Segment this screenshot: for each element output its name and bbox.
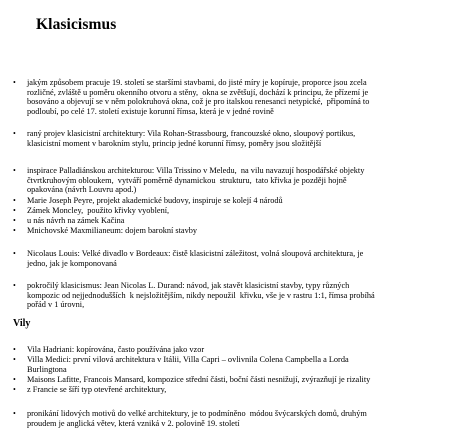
list-item-text: inspirace Palladiánskou architekturou: Villa Trissino v Meledu, na vilu navazují hospodářské objekty čtvrtkruhovým obloukem, vytváří poměrně dynamickou strukturu, tato křivka je později hojně opakována (návrh Louvru apod.) <box>27 166 365 195</box>
list-item <box>13 78 458 116</box>
bullet-icon: • <box>13 129 16 138</box>
bullet-icon: • <box>13 78 16 87</box>
list-item-text: Nicolaus Louis: Velké divadlo v Bordeaux: čistě klasicistní záležitost, volná sloupová architektura, je jedno, jak je komponovaná <box>27 249 364 268</box>
list-item <box>13 206 458 216</box>
list-item-text: Marie Joseph Peyre, projekt akademické budovy, inspiruje se kolejí 4 národů <box>27 196 283 205</box>
bullet-icon: • <box>13 385 16 394</box>
bullet-icon: • <box>13 206 16 215</box>
list-item <box>13 409 458 428</box>
list-item-text: jakým způsobem pracuje 19. století se staršími stavbami, do jisté míry je kopíruje, proporce jsou zcela rozličné, zvláště u poměru okenního otvoru a stěny, okna se zvětšují, dochází k principu, že přízemí je bosováno a objevují se v něm polokruhová okna, což je pro italskou renesanci netypické, připomíná to podloubí, po celé 17. století existuje korunní římsa, která je v jedné rovině <box>27 78 370 116</box>
list-item <box>13 216 458 226</box>
bullet-icon: • <box>13 226 16 235</box>
bullet-icon: • <box>13 355 16 364</box>
bullet-icon: • <box>13 281 16 290</box>
bullet-icon: • <box>13 345 16 354</box>
bullet-icon: • <box>13 166 16 175</box>
list-item-text: Vila Hadriani: kopírována, často používána jako vzor <box>27 345 205 354</box>
bullet-icon: • <box>13 216 16 225</box>
list-item-text: pokročilý klasicismus: Jean Nicolas L. Durand: návod, jak stavět klasicistní stavby, typy různých kompozic od nejjednodušších k nejsložitějším, nikdy nepoužil křivku, vše je v rastru 1:1, římsa probíhá pořád v 1 úrovni, <box>27 281 375 310</box>
bullet-icon: • <box>13 409 16 418</box>
list-item <box>13 166 458 195</box>
list-item <box>13 196 458 206</box>
list-item <box>13 345 458 355</box>
list-item <box>13 249 458 268</box>
bullet-icon: • <box>13 196 16 205</box>
list-item-text: Maisons Lafitte, Francois Mansard, kompozice střední části, boční části nesnižují, zvýrazňují je rizality <box>27 375 371 384</box>
list-item-text: Villa Medici: první vilová architektura v Itálii, Villa Capri – ovlivnila Colena Campbella a Lorda Burlingtona <box>27 355 349 374</box>
list-item <box>13 226 458 236</box>
list-item-text: Mnichovské Maxmilianeum: dojem barokní stavby <box>27 226 198 235</box>
list-item-text: Zámek Moncley, použito křivky vyoblení, <box>27 206 170 215</box>
list-item <box>13 355 458 374</box>
list-item-text: raný projev klasicistní architektury: Vila Rohan-Strassbourg, francouzské okno, sloupový portikus, klasicistní moment v barokním stylu, princip jedné korunní římsy, poměry jsou složitější <box>27 129 356 148</box>
bullet-icon: • <box>13 249 16 258</box>
list-item <box>13 281 458 310</box>
list-item-text: z Francie se šíří typ otevřené architektury, <box>27 385 167 394</box>
list-item <box>13 129 458 148</box>
list-item-text: u nás návrh na zámek Kačina <box>27 216 125 225</box>
list-item <box>13 385 458 395</box>
list-item-text: pronikání lidových motivů do velké architektury, je to podmíněno módou švýcarských domů, druhým proudem je anglická větev, která vzniká v 2. polovině 19. století <box>27 409 367 428</box>
list-item <box>13 375 458 385</box>
page-title: Klasicismus <box>36 16 117 33</box>
bullet-icon: • <box>13 375 16 384</box>
section-heading: Vily <box>13 318 31 329</box>
